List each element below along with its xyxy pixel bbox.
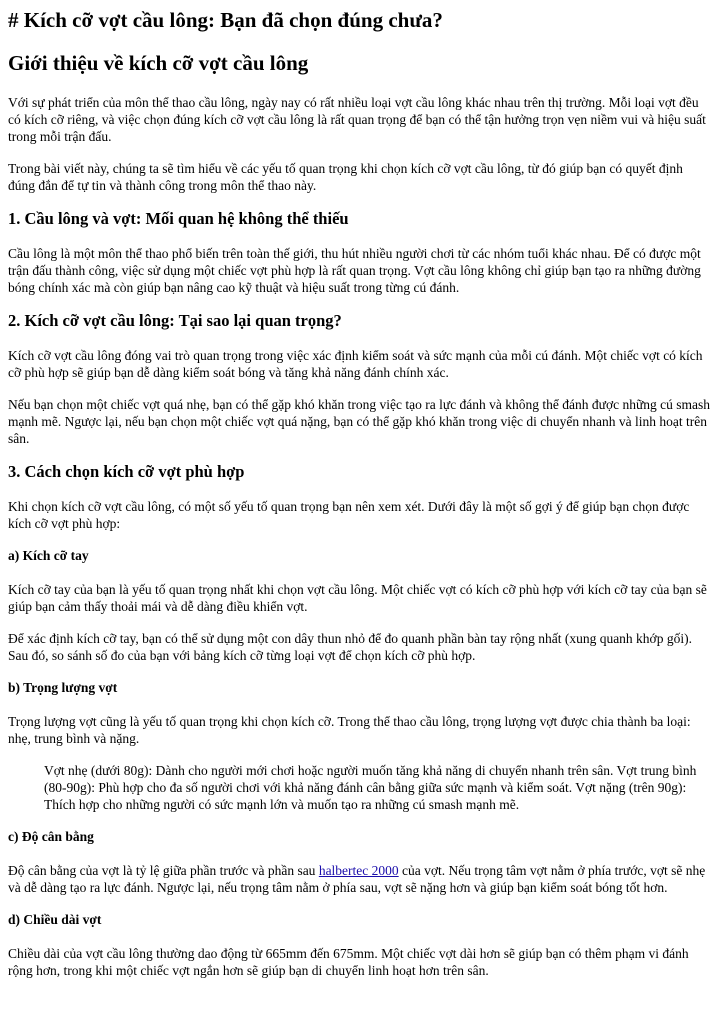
balance-text-before: Độ cân bằng của vợt là tỷ lệ giữa phần trước và phần sau — [8, 863, 319, 878]
weight-categories-quote: Vợt nhẹ (dưới 80g): Dành cho người mới chơi hoặc người muốn tăng khả năng di chuyển nhanh trên sân. Vợt trung bình (80-90g): Phù hợp cho đa số người chơi với khả năng đánh cân bằng giữa sức mạnh và kiểm soát. Vợt nặng (trên 90g): Thích hợp cho những người có sức mạnh lớn và muốn tạo ra những cú smash mạnh mẽ. — [44, 763, 697, 812]
section-2-paragraph-1: Kích cỡ vợt cầu lông đóng vai trò quan trọng trong việc xác định kiểm soát và sức mạnh của mỗi cú đánh. Một chiếc vợt có kích cỡ phù hợp sẽ giúp bạn dễ dàng kiểm soát bóng và tăng khả năng đánh chính xác. — [8, 348, 703, 380]
subsection-c-heading: c) Độ cân bằng — [8, 829, 94, 844]
subsection-a-paragraph-2: Để xác định kích cỡ tay, bạn có thể sử dụng một con dây thun nhỏ để đo quanh phần bàn tay rộng nhất (xung quanh khớp gối). Sau đó, so sánh số đo của bạn với bảng kích cỡ từng loại vợt để chọn kích cỡ phù hợp. — [8, 631, 692, 663]
subsection-d-heading: d) Chiều dài vợt — [8, 912, 102, 927]
section-1-paragraph-1: Cầu lông là một môn thể thao phổ biến trên toàn thế giới, thu hút nhiều người chơi từ các nhóm tuổi khác nhau. Để có được một trận đấu thành công, việc sử dụng một chiếc vợt phù hợp là rất quan trọng. Vợt cầu lông không chỉ giúp bạn tạo ra những đường bóng chính xác mà còn giúp bạn nâng cao kỹ thuật và hiệu suất trong từng cú đánh. — [8, 246, 701, 295]
section-3-heading: 3. Cách chọn kích cỡ vợt phù hợp — [8, 462, 245, 481]
subsection-d-paragraph-1: Chiều dài của vợt cầu lông thường dao động từ 665mm đến 675mm. Một chiếc vợt dài hơn sẽ giúp bạn có thêm phạm vi đánh rộng hơn, trong khi một chiếc vợt ngắn hơn sẽ giúp bạn di chuyển linh hoạt hơn trên sân. — [8, 946, 689, 978]
section-1-heading: 1. Cầu lông và vợt: Mối quan hệ không thể thiếu — [8, 209, 349, 228]
subsection-a-paragraph-1: Kích cỡ tay của bạn là yếu tố quan trọng nhất khi chọn vợt cầu lông. Một chiếc vợt có kích cỡ phù hợp với kích cỡ tay của bạn sẽ giúp bạn cảm thấy thoải mái và dễ dàng điều khiển vợt. — [8, 582, 707, 614]
subsection-b-paragraph-1: Trọng lượng vợt cũng là yếu tố quan trọng khi chọn kích cỡ. Trong thể thao cầu lông, trọng lượng vợt được chia thành ba loại: nhẹ, trung bình và nặng. — [8, 714, 691, 746]
subsection-b-heading: b) Trọng lượng vợt — [8, 680, 118, 695]
intro-paragraph-2: Trong bài viết này, chúng ta sẽ tìm hiểu về các yếu tố quan trọng khi chọn kích cỡ vợt cầu lông, từ đó giúp bạn có quyết định đúng đắn để tự tin và thành công trong môn thể thao này. — [8, 161, 683, 193]
intro-paragraph-1: Với sự phát triển của môn thể thao cầu lông, ngày nay có rất nhiều loại vợt cầu lông khác nhau trên thị trường. Mỗi loại vợt đều có kích cỡ riêng, và việc chọn đúng kích cỡ vợt cầu lông là rất quan trọng để bạn có thể tận hưởng trọn vẹn niềm vui và hiệu suất trong mỗi trận đấu. — [8, 95, 706, 144]
balance-text-after: của vợt. Nếu trọng tâm vợt nằm ở phía trước, vợt sẽ nhẹ và dễ dàng tạo ra lực đánh. Ngược lại, nếu trọng tâm nằm ở phía sau, vợt sẽ nặng hơn và giúp bạn kiểm soát bóng tốt hơn. — [8, 863, 706, 895]
halbertec-link[interactable]: halbertec 2000 — [318, 863, 399, 878]
subsection-c-paragraph-1 — [8, 862, 712, 896]
page-title: # Kích cỡ vợt cầu lông: Bạn đã chọn đúng chưa? — [8, 8, 443, 32]
subsection-a-heading: a) Kích cỡ tay — [8, 548, 89, 563]
section-2-heading: 2. Kích cỡ vợt cầu lông: Tại sao lại quan trọng? — [8, 311, 342, 330]
section-2-paragraph-2: Nếu bạn chọn một chiếc vợt quá nhẹ, bạn có thể gặp khó khăn trong việc tạo ra lực đánh và không thể đánh được những cú smash mạnh mẽ. Ngược lại, nếu bạn chọn một chiếc vợt quá nặng, bạn có thể gặp khó khăn trong việc di chuyển nhanh và linh hoạt trên sân. — [8, 397, 711, 446]
intro-heading: Giới thiệu về kích cỡ vợt cầu lông — [8, 51, 309, 75]
section-3-paragraph-1: Khi chọn kích cỡ vợt cầu lông, có một số yếu tố quan trọng bạn nên xem xét. Dưới đây là một số gợi ý để giúp bạn chọn được kích cỡ vợt phù hợp: — [8, 499, 690, 531]
